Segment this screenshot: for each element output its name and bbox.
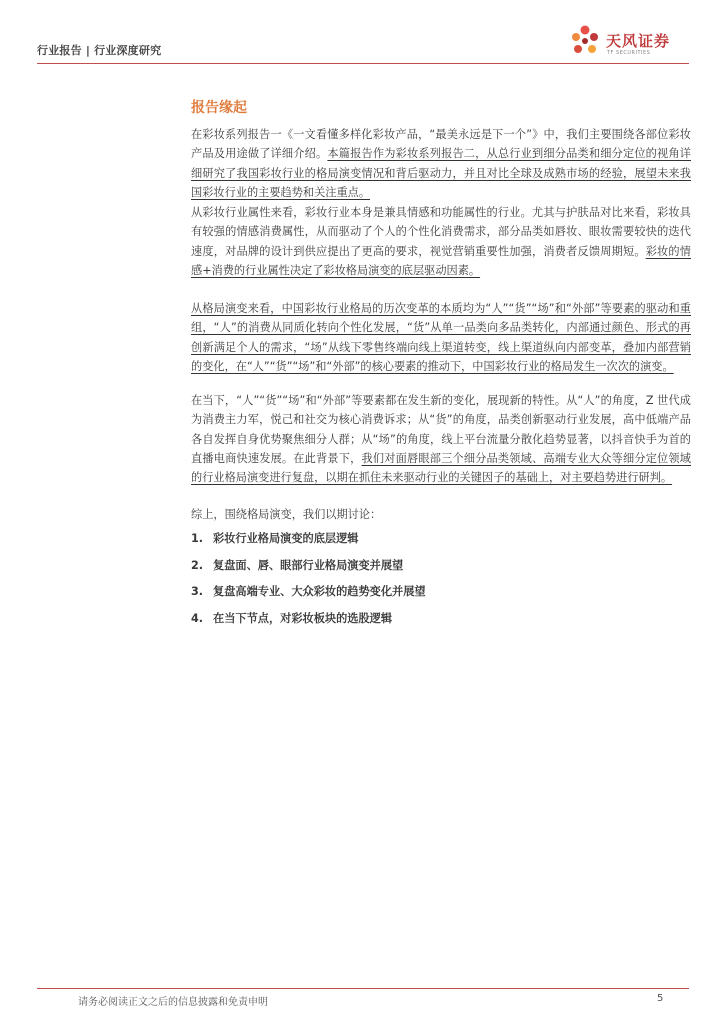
paragraph-evolution: [191, 299, 691, 376]
paragraph-intro: [191, 125, 691, 202]
header-category: 行业报告 | 行业深度研究: [37, 44, 162, 57]
section-title: 报告缘起: [191, 100, 247, 116]
list-item: [191, 610, 426, 637]
discussion-list: [191, 530, 426, 636]
header-divider: [37, 63, 689, 64]
paragraph-highlight: 我们对面唇眼部三个细分品类领域、高端专业大众等细分定位领域的行业格局演变进行复盘，以期在抓住未来驱动行业的关键因子的基础上，对主要趋势进行研判。: [191, 451, 691, 485]
paragraph-industry-attributes: [191, 203, 691, 280]
footer-disclaimer: 请务必阅读正文之后的信息披露和免责申明: [78, 997, 268, 1008]
list-number: 3.: [191, 585, 204, 599]
company-logo: [567, 22, 697, 62]
paragraph-summary: [191, 505, 691, 524]
paragraph-text: 综上，围绕格局演变，我们以期讨论：: [191, 508, 382, 521]
paragraph-text: 在当下，“人”“货”“场”和“外部”等要素都在发生新的变化，展现新的特性。从“人”的角度，Z 世代成为消费主力军，悦己和社交为核心消费诉求；从“货”的角度，品类创新驱动行业发展，高中低端产品各自发挥自身优势聚焦细分人群；从“场”的角度，线上平台流量分散化趋势显著，以抖音快手为首的直播电商快速发展。在此背景下，: [191, 394, 691, 465]
list-item: [191, 530, 426, 557]
paragraph-highlight: 彩妆的情感+消费的行业属性决定了彩妆格局演变的底层驱动因素。: [191, 244, 691, 277]
paragraph-highlight: 本篇报告作为彩妆系列报告二，从总行业到细分品类和细分定位的视角详细研究了我国彩妆行业的格局演变情况和背后驱动力，并且对比全球及成熟市场的经验，展望未来我国彩妆行业的主要趋势和关注重点。: [191, 147, 691, 199]
list-number: 2.: [191, 558, 204, 572]
paragraph-highlight: 从格局演变来看，中国彩妆行业格局的历次变革的本质均为“人”“货”“场”和“外部”等要素的驱动和重组，“人”的消费从同质化转向个性化发展，“货”从单一品类向多品类转化，内部通过颜色、形式的再创新满足个人的需求，“场”从线下零售终端向线上渠道转变，线上渠道纵向内部变革，叠加内部营销的变化，在“人”“货”“场”和“外部”的核心要素的推动下，中国彩妆行业的格局发生一次次的演变。: [191, 302, 691, 373]
list-number: 1.: [191, 532, 204, 545]
footer-divider: [37, 988, 689, 989]
paragraph-text: 从彩妆行业属性来看，彩妆行业本身是兼具情感和功能属性的行业。尤其与护肤品对比来看，彩妆具有较强的情感消费属性，从而驱动了个人的个性化消费需求，部分品类如唇妆、眼妆需要较快的迭代速度，对品牌的设计到供应提出了更高的要求，视觉营销重要性加强，消费者反馈周期短。: [191, 206, 691, 258]
list-item: [191, 583, 426, 610]
flower-logo-icon: [567, 22, 603, 62]
page-number: 5: [657, 993, 664, 1004]
list-text: 彩妆行业格局演变的底层逻辑: [213, 532, 359, 545]
list-number: 4.: [191, 611, 204, 625]
list-text: 复盘面、唇、眼部行业格局演变并展望: [213, 558, 404, 572]
list-text: 复盘高端专业、大众彩妆的趋势变化并展望: [213, 585, 426, 599]
logo-name-en: TF SECURITIES: [607, 50, 651, 56]
list-text: 在当下节点，对彩妆板块的选股逻辑: [213, 611, 393, 625]
paragraph-text: 在彩妆系列报告一《一文看懂多样化彩妆产品，“最美永远是下一个”》中，我们主要围绕各部位彩妆产品及用途做了详细介绍。: [191, 128, 691, 161]
logo-name-cn: 天风证券: [606, 32, 671, 50]
paragraph-current: [191, 391, 691, 487]
list-item: [191, 557, 426, 584]
